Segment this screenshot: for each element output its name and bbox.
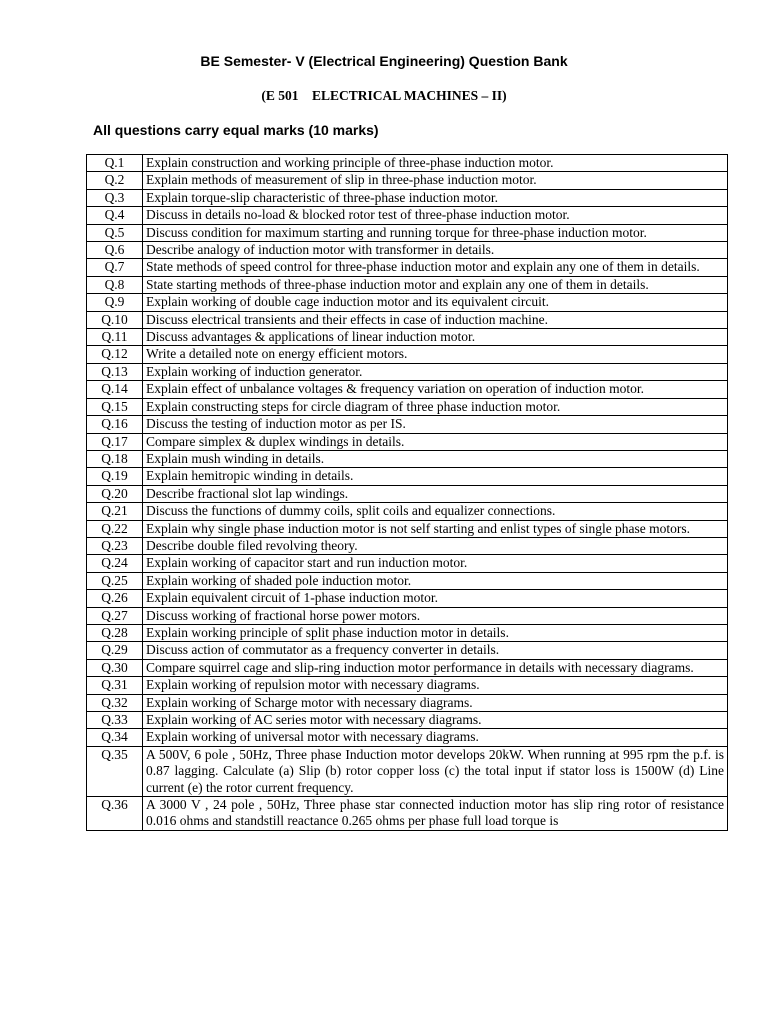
question-text: Explain torque-slip characteristic of three-phase induction motor. [143, 189, 728, 206]
question-number: Q.5 [87, 224, 143, 241]
question-number: Q.20 [87, 485, 143, 502]
question-text: Write a detailed note on energy efficient motors. [143, 346, 728, 363]
question-row [87, 694, 728, 711]
question-text: Describe fractional slot lap windings. [143, 485, 728, 502]
question-number: Q.24 [87, 555, 143, 572]
question-row [87, 346, 728, 363]
question-row [87, 207, 728, 224]
question-number: Q.1 [87, 155, 143, 172]
question-number: Q.15 [87, 398, 143, 415]
question-number: Q.12 [87, 346, 143, 363]
question-text: A 3000 V , 24 pole , 50Hz, Three phase star connected induction motor has slip ring rotor of resistance 0.016 ohms and standstill reactance 0.265 ohms per phase full load torque is [143, 797, 728, 831]
question-row [87, 276, 728, 293]
question-number: Q.25 [87, 572, 143, 589]
question-row [87, 172, 728, 189]
question-number: Q.19 [87, 468, 143, 485]
question-row [87, 155, 728, 172]
question-text: Explain why single phase induction motor is not self starting and enlist types of single phase motors. [143, 520, 728, 537]
question-number: Q.28 [87, 624, 143, 641]
question-number: Q.21 [87, 503, 143, 520]
question-text: Explain working of repulsion motor with necessary diagrams. [143, 677, 728, 694]
question-text: Explain working of Scharge motor with necessary diagrams. [143, 694, 728, 711]
question-text: Explain hemitropic winding in details. [143, 468, 728, 485]
marks-note: All questions carry equal marks (10 marks) [93, 122, 379, 138]
question-text: Explain equivalent circuit of 1-phase induction motor. [143, 590, 728, 607]
question-row [87, 659, 728, 676]
question-number: Q.31 [87, 677, 143, 694]
question-row [87, 555, 728, 572]
question-number: Q.36 [87, 797, 143, 831]
question-table-body [87, 155, 728, 831]
question-text: Explain working of universal motor with necessary diagrams. [143, 729, 728, 746]
question-text: Compare simplex & duplex windings in details. [143, 433, 728, 450]
question-number: Q.27 [87, 607, 143, 624]
question-text: Discuss the functions of dummy coils, split coils and equalizer connections. [143, 503, 728, 520]
question-text: State starting methods of three-phase induction motor and explain any one of them in details. [143, 276, 728, 293]
question-text: Explain effect of unbalance voltages & frequency variation on operation of induction motor. [143, 381, 728, 398]
question-row [87, 224, 728, 241]
question-number: Q.18 [87, 450, 143, 467]
question-row [87, 416, 728, 433]
question-row [87, 642, 728, 659]
document-title: BE Semester- V (Electrical Engineering) Question Bank [200, 53, 568, 69]
question-number: Q.6 [87, 242, 143, 259]
question-text: Explain working of shaded pole induction motor. [143, 572, 728, 589]
question-number: Q.3 [87, 189, 143, 206]
question-number: Q.16 [87, 416, 143, 433]
question-text: Discuss the testing of induction motor as per IS. [143, 416, 728, 433]
question-text: Explain mush winding in details. [143, 450, 728, 467]
question-number: Q.23 [87, 537, 143, 554]
question-text: Discuss working of fractional horse power motors. [143, 607, 728, 624]
question-number: Q.30 [87, 659, 143, 676]
question-row [87, 572, 728, 589]
question-row [87, 311, 728, 328]
question-row [87, 503, 728, 520]
question-row [87, 590, 728, 607]
question-text: Explain working principle of split phase induction motor in details. [143, 624, 728, 641]
question-row [87, 381, 728, 398]
question-row [87, 537, 728, 554]
question-text: Discuss electrical transients and their effects in case of induction machine. [143, 311, 728, 328]
question-row [87, 520, 728, 537]
question-table [86, 154, 728, 831]
question-text: Discuss condition for maximum starting and running torque for three-phase induction motor. [143, 224, 728, 241]
question-number: Q.7 [87, 259, 143, 276]
question-number: Q.4 [87, 207, 143, 224]
question-text: Explain construction and working principle of three-phase induction motor. [143, 155, 728, 172]
question-number: Q.29 [87, 642, 143, 659]
question-row [87, 468, 728, 485]
question-number: Q.35 [87, 746, 143, 796]
question-number: Q.2 [87, 172, 143, 189]
question-text: Discuss advantages & applications of linear induction motor. [143, 329, 728, 346]
question-text: A 500V, 6 pole , 50Hz, Three phase Induction motor develops 20kW. When running at 995 rpm the p.f. is 0.87 lagging. Calculate (a) Slip (b) rotor copper loss (c) the total input if stator loss is 1500W (d) Line current (e) the rotor current frequency. [143, 746, 728, 796]
question-row [87, 677, 728, 694]
question-number: Q.32 [87, 694, 143, 711]
question-row [87, 712, 728, 729]
question-number: Q.8 [87, 276, 143, 293]
question-row [87, 746, 728, 796]
question-text: Explain working of induction generator. [143, 363, 728, 380]
question-row [87, 242, 728, 259]
question-text: Discuss action of commutator as a frequency converter in details. [143, 642, 728, 659]
question-text: Describe analogy of induction motor with transformer in details. [143, 242, 728, 259]
question-row [87, 450, 728, 467]
question-number: Q.17 [87, 433, 143, 450]
question-row [87, 398, 728, 415]
question-number: Q.14 [87, 381, 143, 398]
question-row [87, 329, 728, 346]
question-row [87, 433, 728, 450]
question-number: Q.10 [87, 311, 143, 328]
question-text: Explain constructing steps for circle diagram of three phase induction motor. [143, 398, 728, 415]
question-row [87, 189, 728, 206]
question-row [87, 363, 728, 380]
question-row [87, 259, 728, 276]
question-text: Compare squirrel cage and slip-ring induction motor performance in details with necessary diagrams. [143, 659, 728, 676]
question-number: Q.13 [87, 363, 143, 380]
question-row [87, 729, 728, 746]
question-number: Q.33 [87, 712, 143, 729]
question-row [87, 797, 728, 831]
question-row [87, 485, 728, 502]
question-row [87, 624, 728, 641]
question-number: Q.22 [87, 520, 143, 537]
question-row [87, 607, 728, 624]
question-row [87, 294, 728, 311]
question-text: Explain working of double cage induction motor and its equivalent circuit. [143, 294, 728, 311]
question-number: Q.11 [87, 329, 143, 346]
subject-heading: (E 501 ELECTRICAL MACHINES – II) [261, 88, 507, 103]
question-text: Explain working of AC series motor with necessary diagrams. [143, 712, 728, 729]
question-number: Q.9 [87, 294, 143, 311]
question-number: Q.26 [87, 590, 143, 607]
question-text: Discuss in details no-load & blocked rotor test of three-phase induction motor. [143, 207, 728, 224]
question-text: State methods of speed control for three-phase induction motor and explain any one of them in details. [143, 259, 728, 276]
question-text: Explain methods of measurement of slip in three-phase induction motor. [143, 172, 728, 189]
question-text: Explain working of capacitor start and run induction motor. [143, 555, 728, 572]
question-text: Describe double filed revolving theory. [143, 537, 728, 554]
question-number: Q.34 [87, 729, 143, 746]
